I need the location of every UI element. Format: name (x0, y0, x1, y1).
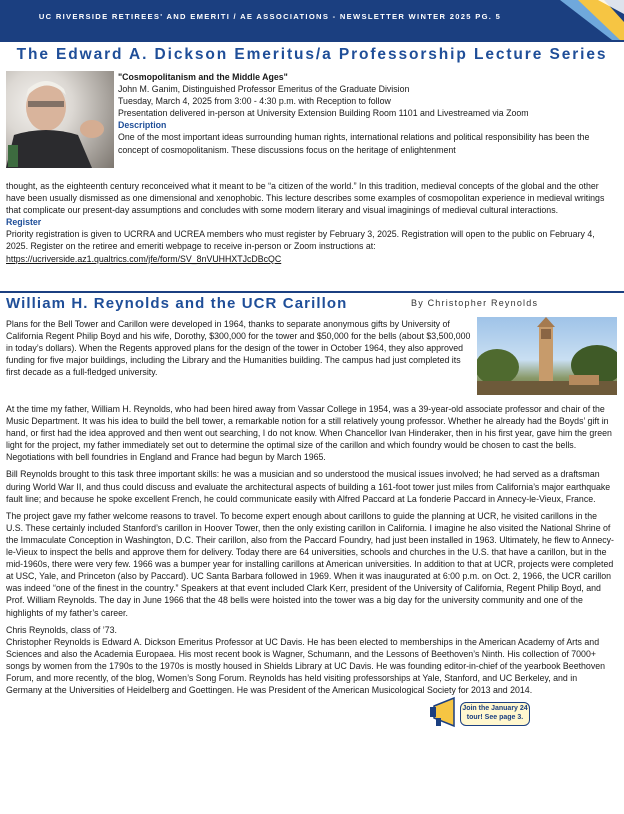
speaker-portrait-illustration (6, 71, 114, 168)
author-bio: Christopher Reynolds is Edward A. Dickson Emeritus Professor at UC Davis. He has been elected to memberships in the American Academy of Arts and Sciences and also the Academia Europaea. His most recent book is Wagner, Schumann, and the Lessons of Beethoven’s Ninth. His collection of 7000+ songs by women from the 1790s to the 1970s is mostly housed in Shields Library at UC Davis. He was founding editor-in-chief of the yearbook Beethoven Forum, and more recently, of the blog, Women’s Song Forum. Reynolds has held visiting professorships at Yale, Stanford, and UC Berkeley, and in Germany at the Universities of Heidelberg and Goettingen. He was President of the American Musicological Society for 2013 and 2014. (6, 636, 606, 696)
author-line: Chris Reynolds, class of ’73. (6, 624, 117, 635)
description-heading: Description (118, 120, 167, 131)
lecture-section-title: The Edward A. Dickson Emeritus/a Professorship Lecture Series (16, 46, 608, 63)
talk-title: "Cosmopolitanism and the Middle Ages" (118, 72, 288, 82)
carillon-p2-text: At the time my father, William H. Reynolds, who had been hired away from Vassar College in 1954, was a 39-year-old associate professor and chair of the Music Department. It was his idea to build the bell tower, a remarkable notion for a still relatively young professor. Whether he already had the Boyds’ gift in hand, or first had the idea approved and then went out searching, I do not know. When Chancellor Ivan Hinderaker, then in his first year, gave him the green light for the project, my father immediately set out to determine the optimal size of the carillon and which foundry would be chosen to cast the bells. Negotiations with bell foundries in England and France had begun by March 1965. (6, 404, 612, 463)
register-text: Priority registration is given to UCRRA and UCREA members who must register by February 3, 2025. Registration will open to the public on February 4, 2025. Register on the retiree and emeriti webpage to receive in-person or Zoom instructions at: (6, 229, 595, 252)
tour-callout[interactable] (460, 702, 530, 726)
section-divider (0, 291, 624, 293)
bell-tower-illustration (477, 317, 617, 395)
location-line: Presentation delivered in-person at University Extension Building Room 1101 and Livestreamed via Zoom (118, 108, 529, 119)
date-line: Tuesday, March 4, 2025 from 3:00 - 4:30 p.m. with Reception to follow (118, 96, 391, 107)
newsletter-header (0, 0, 624, 40)
description-rest: thought, as the eighteenth century reconceived what it meant to be “a citizen of the world.” In this tradition, medieval concepts of the global and the other have been usually dismissed as one dimensional and xenophobic. This lecture describes some examples of cosmopolitan experience in medieval writings that complicate our present-day assumptions and concludes with some modern literary and visual imaginings of medieval cultural interactions. (6, 181, 605, 216)
header-rule (0, 40, 624, 42)
callout-line-1: Join the January 24 (462, 705, 528, 712)
carillon-p3-text: Bill Reynolds brought to this task three important skills: he was a musician and so understood the musical issues involved; he had served as a draftsman during World War II, and thus could discuss and evaluate the architectural aspects of building a 161-foot tower just miles from California’s major earthquake fault line; and because he spoke excellent French, he could communicate easily with Alfred Paccard at La fonderie Paccard in Annecy-le-Vieux, France. (6, 469, 611, 504)
header-text: UC RIVERSIDE RETIREES' AND EMERITI / AE ASSOCIATIONS - NEWSLETTER WINTER 2025 PG. 5 (38, 12, 502, 21)
carillon-p1-text: Plans for the Bell Tower and Carillon were developed in 1964, thanks to separate anonymous gifts by University of California Regent Philip Boyd and his wife, Dorothy, $300,000 for the tower and $50,000 for the bells (about $3,500,000 in today’s dollars). When the Regents approved plans for the design of the tower in October 1964, they also approved funding for five major buildings, including the Library and the Humanities building. The campus had just completed its first decade as a full-fledged university. (6, 319, 471, 378)
speaker-line: John M. Ganim, Distinguished Professor Emeritus of the Graduate Division (118, 84, 410, 95)
callout-line-2: tour! See page 3. (466, 713, 524, 721)
carillon-p4-text: The project gave my father welcome reasons to travel. To become expert enough about carillons to guide the planning at UCR, he visited carillons in the U.S. These certainly included Stanford’s carillon in Hoover Tower, then the only existing carillon in California. I imagine he also visited the National Shrine of the Immaculate Conception in Washington, D.C. Their carillon, also from the Paccard Foundry, had just been installed in 1963. Ultimately, he flew to Annecy-le-Vieux to inspect the bells and approve them for delivery. Today there are 64 universities, schools and churches in the U.S. that have a carillon, but in the mid-1960s, there were very few. 1966 was a bumper year for installing carillons at American universities. In addition to that at UCR, projects were completed at USC, Yale, and Princeton (also by Paccard). UC Santa Barbara followed in 1969. When it was inaugurated at 6:00 p.m. on Oct. 2, 1966, the UCR carillon was indeed “one of the finest in the country.” Speakers at that event included Clark Kerr, president of the University of California, Regent Philip Boyd, and Prof. William Reynolds. The day in June 1966 that the 48 bells were hoisted into the tower was a big day for the university community and one of the highlights of my father’s career. (6, 510, 614, 618)
lecture-body (6, 180, 614, 265)
register-link[interactable]: https://ucriverside.az1.qualtrics.com/jfe/form/SV_8nVUHHXTJcDBcQC (6, 253, 282, 264)
carillon-paragraph-1 (6, 318, 472, 378)
carillon-body (6, 403, 614, 696)
carillon-byline: By Christopher Reynolds (411, 298, 539, 308)
speaker-portrait (6, 71, 114, 168)
description-first: One of the most important ideas surrounding human rights, international relations and political responsibility has been the concept of cosmopolitanism. These discussions focus on the heritage of enlightenment (118, 132, 590, 155)
lecture-details (118, 71, 618, 156)
bell-tower-photo (477, 317, 617, 395)
register-heading: Register (6, 217, 42, 228)
carillon-section-title: William H. Reynolds and the UCR Carillon (6, 295, 348, 312)
